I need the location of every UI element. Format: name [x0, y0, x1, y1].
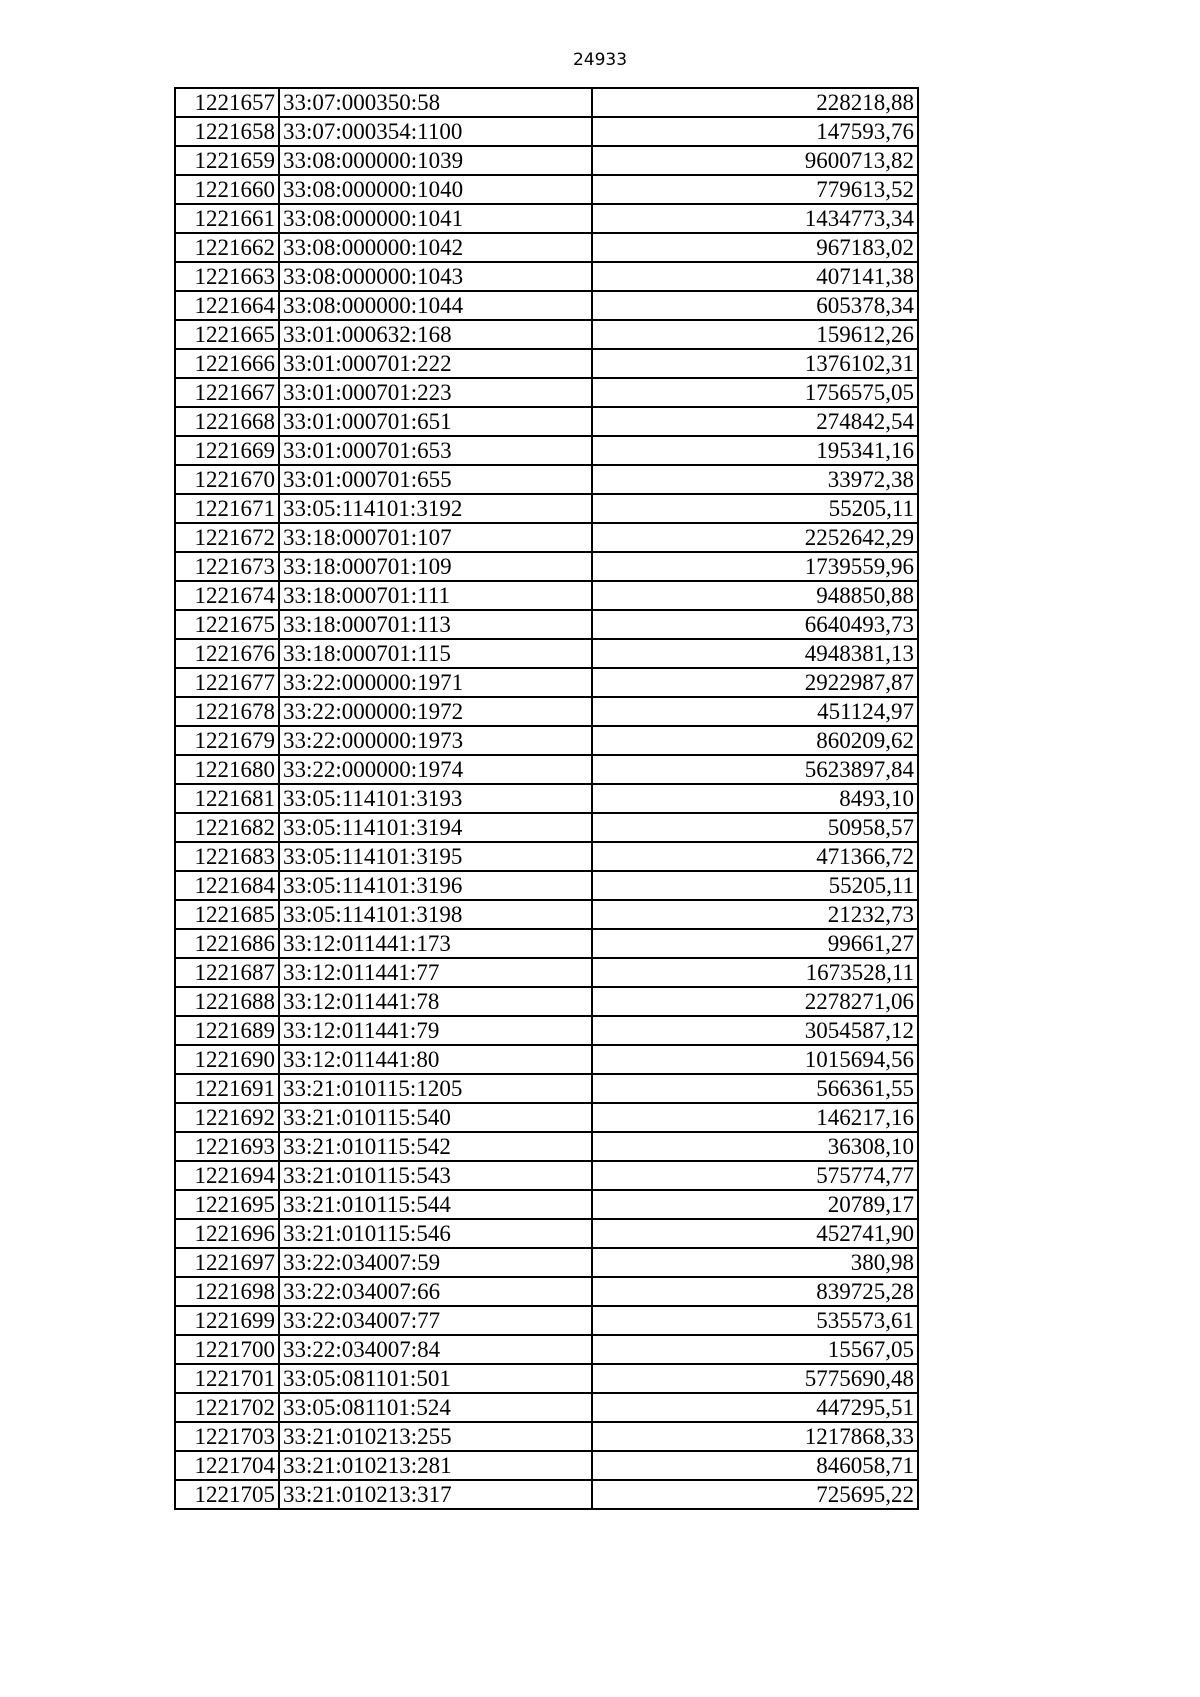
cadastral-number-cell: 33:05:081101:501	[279, 1364, 592, 1393]
value-cell: 1739559,96	[592, 552, 918, 581]
row-number-cell: 1221682	[175, 813, 279, 842]
cadastral-number-cell: 33:21:010213:317	[279, 1480, 592, 1509]
table-row	[175, 88, 918, 117]
row-number-cell: 1221685	[175, 900, 279, 929]
table-row	[175, 958, 918, 987]
cadastral-number-cell: 33:18:000701:109	[279, 552, 592, 581]
cadastral-number-cell: 33:05:081101:524	[279, 1393, 592, 1422]
cadastral-number-cell: 33:22:034007:59	[279, 1248, 592, 1277]
table-row	[175, 523, 918, 552]
cadastral-number-cell: 33:22:000000:1974	[279, 755, 592, 784]
table-row	[175, 1045, 918, 1074]
value-cell: 967183,02	[592, 233, 918, 262]
value-cell: 4948381,13	[592, 639, 918, 668]
cadastral-number-cell: 33:05:114101:3196	[279, 871, 592, 900]
table-row	[175, 900, 918, 929]
row-number-cell: 1221684	[175, 871, 279, 900]
row-number-cell: 1221683	[175, 842, 279, 871]
value-cell: 159612,26	[592, 320, 918, 349]
row-number-cell: 1221689	[175, 1016, 279, 1045]
value-cell: 195341,16	[592, 436, 918, 465]
row-number-cell: 1221667	[175, 378, 279, 407]
table-row	[175, 378, 918, 407]
value-cell: 1756575,05	[592, 378, 918, 407]
row-number-cell: 1221695	[175, 1190, 279, 1219]
cadastral-number-cell: 33:22:000000:1971	[279, 668, 592, 697]
row-number-cell: 1221697	[175, 1248, 279, 1277]
value-cell: 2278271,06	[592, 987, 918, 1016]
row-number-cell: 1221686	[175, 929, 279, 958]
cadastral-number-cell: 33:22:034007:84	[279, 1335, 592, 1364]
value-cell: 2922987,87	[592, 668, 918, 697]
value-cell: 1673528,11	[592, 958, 918, 987]
table-row	[175, 1422, 918, 1451]
cadastral-number-cell: 33:21:010213:281	[279, 1451, 592, 1480]
row-number-cell: 1221660	[175, 175, 279, 204]
table-row	[175, 494, 918, 523]
row-number-cell: 1221696	[175, 1219, 279, 1248]
row-number-cell: 1221688	[175, 987, 279, 1016]
table-row	[175, 1335, 918, 1364]
cadastral-number-cell: 33:01:000632:168	[279, 320, 592, 349]
row-number-cell: 1221661	[175, 204, 279, 233]
table-row	[175, 1219, 918, 1248]
value-cell: 9600713,82	[592, 146, 918, 175]
value-cell: 839725,28	[592, 1277, 918, 1306]
cadastral-number-cell: 33:01:000701:655	[279, 465, 592, 494]
table-row	[175, 668, 918, 697]
value-cell: 36308,10	[592, 1132, 918, 1161]
value-cell: 846058,71	[592, 1451, 918, 1480]
row-number-cell: 1221677	[175, 668, 279, 697]
table-row	[175, 1306, 918, 1335]
value-cell: 948850,88	[592, 581, 918, 610]
table-row	[175, 987, 918, 1016]
table-row	[175, 436, 918, 465]
cadastral-number-cell: 33:08:000000:1040	[279, 175, 592, 204]
value-cell: 8493,10	[592, 784, 918, 813]
row-number-cell: 1221694	[175, 1161, 279, 1190]
value-cell: 1434773,34	[592, 204, 918, 233]
table-body	[175, 88, 918, 1509]
row-number-cell: 1221671	[175, 494, 279, 523]
table-row	[175, 1451, 918, 1480]
table-row	[175, 1480, 918, 1509]
cadastral-number-cell: 33:22:034007:77	[279, 1306, 592, 1335]
row-number-cell: 1221692	[175, 1103, 279, 1132]
value-cell: 451124,97	[592, 697, 918, 726]
cadastral-number-cell: 33:22:000000:1972	[279, 697, 592, 726]
value-cell: 725695,22	[592, 1480, 918, 1509]
cadastral-number-cell: 33:01:000701:223	[279, 378, 592, 407]
row-number-cell: 1221666	[175, 349, 279, 378]
table-row	[175, 581, 918, 610]
cadastral-number-cell: 33:21:010115:543	[279, 1161, 592, 1190]
value-cell: 452741,90	[592, 1219, 918, 1248]
value-cell: 566361,55	[592, 1074, 918, 1103]
table-row	[175, 755, 918, 784]
cadastral-number-cell: 33:21:010115:1205	[279, 1074, 592, 1103]
cadastral-number-cell: 33:22:000000:1973	[279, 726, 592, 755]
table-row	[175, 233, 918, 262]
cadastral-number-cell: 33:08:000000:1042	[279, 233, 592, 262]
row-number-cell: 1221691	[175, 1074, 279, 1103]
cadastral-number-cell: 33:12:011441:173	[279, 929, 592, 958]
row-number-cell: 1221678	[175, 697, 279, 726]
table-row	[175, 1190, 918, 1219]
value-cell: 380,98	[592, 1248, 918, 1277]
value-cell: 1217868,33	[592, 1422, 918, 1451]
cadastral-number-cell: 33:21:010115:546	[279, 1219, 592, 1248]
row-number-cell: 1221669	[175, 436, 279, 465]
value-cell: 99661,27	[592, 929, 918, 958]
row-number-cell: 1221659	[175, 146, 279, 175]
table-row	[175, 204, 918, 233]
cadastral-number-cell: 33:12:011441:79	[279, 1016, 592, 1045]
cadastral-number-cell: 33:21:010115:544	[279, 1190, 592, 1219]
cadastral-number-cell: 33:01:000701:222	[279, 349, 592, 378]
row-number-cell: 1221704	[175, 1451, 279, 1480]
row-number-cell: 1221703	[175, 1422, 279, 1451]
row-number-cell: 1221705	[175, 1480, 279, 1509]
row-number-cell: 1221657	[175, 88, 279, 117]
cadastral-number-cell: 33:08:000000:1043	[279, 262, 592, 291]
value-cell: 228218,88	[592, 88, 918, 117]
row-number-cell: 1221664	[175, 291, 279, 320]
value-cell: 5775690,48	[592, 1364, 918, 1393]
table-row	[175, 929, 918, 958]
value-cell: 471366,72	[592, 842, 918, 871]
table-row	[175, 552, 918, 581]
table-row	[175, 813, 918, 842]
cadastral-number-cell: 33:21:010115:542	[279, 1132, 592, 1161]
row-number-cell: 1221679	[175, 726, 279, 755]
value-cell: 6640493,73	[592, 610, 918, 639]
page-number: 24933	[572, 50, 628, 70]
value-cell: 55205,11	[592, 494, 918, 523]
cadastral-number-cell: 33:22:034007:66	[279, 1277, 592, 1306]
value-cell: 147593,76	[592, 117, 918, 146]
row-number-cell: 1221662	[175, 233, 279, 262]
cadastral-number-cell: 33:07:000354:1100	[279, 117, 592, 146]
value-cell: 21232,73	[592, 900, 918, 929]
cadastral-number-cell: 33:12:011441:77	[279, 958, 592, 987]
cadastral-table	[174, 87, 919, 1510]
cadastral-number-cell: 33:05:114101:3192	[279, 494, 592, 523]
row-number-cell: 1221700	[175, 1335, 279, 1364]
cadastral-number-cell: 33:08:000000:1044	[279, 291, 592, 320]
cadastral-number-cell: 33:07:000350:58	[279, 88, 592, 117]
value-cell: 1015694,56	[592, 1045, 918, 1074]
row-number-cell: 1221687	[175, 958, 279, 987]
table-row	[175, 175, 918, 204]
cadastral-number-cell: 33:18:000701:107	[279, 523, 592, 552]
value-cell: 575774,77	[592, 1161, 918, 1190]
cadastral-number-cell: 33:18:000701:113	[279, 610, 592, 639]
table-row	[175, 117, 918, 146]
row-number-cell: 1221672	[175, 523, 279, 552]
row-number-cell: 1221675	[175, 610, 279, 639]
table-row	[175, 146, 918, 175]
value-cell: 779613,52	[592, 175, 918, 204]
table-row	[175, 465, 918, 494]
row-number-cell: 1221676	[175, 639, 279, 668]
table-row	[175, 842, 918, 871]
cadastral-number-cell: 33:12:011441:80	[279, 1045, 592, 1074]
table-row	[175, 1161, 918, 1190]
cadastral-number-cell: 33:01:000701:651	[279, 407, 592, 436]
table-row	[175, 1277, 918, 1306]
cadastral-number-cell: 33:05:114101:3193	[279, 784, 592, 813]
row-number-cell: 1221701	[175, 1364, 279, 1393]
cadastral-number-cell: 33:05:114101:3198	[279, 900, 592, 929]
row-number-cell: 1221698	[175, 1277, 279, 1306]
table-row	[175, 871, 918, 900]
value-cell: 146217,16	[592, 1103, 918, 1132]
row-number-cell: 1221693	[175, 1132, 279, 1161]
row-number-cell: 1221668	[175, 407, 279, 436]
row-number-cell: 1221674	[175, 581, 279, 610]
cadastral-number-cell: 33:08:000000:1041	[279, 204, 592, 233]
cadastral-number-cell: 33:01:000701:653	[279, 436, 592, 465]
value-cell: 535573,61	[592, 1306, 918, 1335]
row-number-cell: 1221680	[175, 755, 279, 784]
table-row	[175, 1393, 918, 1422]
cadastral-number-cell: 33:08:000000:1039	[279, 146, 592, 175]
table-row	[175, 1074, 918, 1103]
value-cell: 33972,38	[592, 465, 918, 494]
value-cell: 274842,54	[592, 407, 918, 436]
table-row	[175, 1364, 918, 1393]
table-row	[175, 1248, 918, 1277]
row-number-cell: 1221702	[175, 1393, 279, 1422]
value-cell: 55205,11	[592, 871, 918, 900]
value-cell: 50958,57	[592, 813, 918, 842]
table-row	[175, 1016, 918, 1045]
row-number-cell: 1221663	[175, 262, 279, 291]
value-cell: 605378,34	[592, 291, 918, 320]
value-cell: 3054587,12	[592, 1016, 918, 1045]
row-number-cell: 1221690	[175, 1045, 279, 1074]
table-row	[175, 262, 918, 291]
value-cell: 447295,51	[592, 1393, 918, 1422]
table-row	[175, 407, 918, 436]
row-number-cell: 1221699	[175, 1306, 279, 1335]
row-number-cell: 1221681	[175, 784, 279, 813]
row-number-cell: 1221673	[175, 552, 279, 581]
table-row	[175, 697, 918, 726]
value-cell: 15567,05	[592, 1335, 918, 1364]
row-number-cell: 1221670	[175, 465, 279, 494]
value-cell: 407141,38	[592, 262, 918, 291]
cadastral-number-cell: 33:12:011441:78	[279, 987, 592, 1016]
row-number-cell: 1221665	[175, 320, 279, 349]
cadastral-number-cell: 33:05:114101:3194	[279, 813, 592, 842]
table-row	[175, 726, 918, 755]
cadastral-number-cell: 33:21:010115:540	[279, 1103, 592, 1132]
value-cell: 860209,62	[592, 726, 918, 755]
cadastral-number-cell: 33:21:010213:255	[279, 1422, 592, 1451]
table-row	[175, 320, 918, 349]
table-row	[175, 349, 918, 378]
cadastral-number-cell: 33:18:000701:115	[279, 639, 592, 668]
table-row	[175, 784, 918, 813]
table-row	[175, 639, 918, 668]
value-cell: 20789,17	[592, 1190, 918, 1219]
value-cell: 1376102,31	[592, 349, 918, 378]
cadastral-number-cell: 33:05:114101:3195	[279, 842, 592, 871]
table-row	[175, 1103, 918, 1132]
cadastral-number-cell: 33:18:000701:111	[279, 581, 592, 610]
value-cell: 2252642,29	[592, 523, 918, 552]
table-row	[175, 610, 918, 639]
row-number-cell: 1221658	[175, 117, 279, 146]
table-row	[175, 1132, 918, 1161]
table-row	[175, 291, 918, 320]
value-cell: 5623897,84	[592, 755, 918, 784]
